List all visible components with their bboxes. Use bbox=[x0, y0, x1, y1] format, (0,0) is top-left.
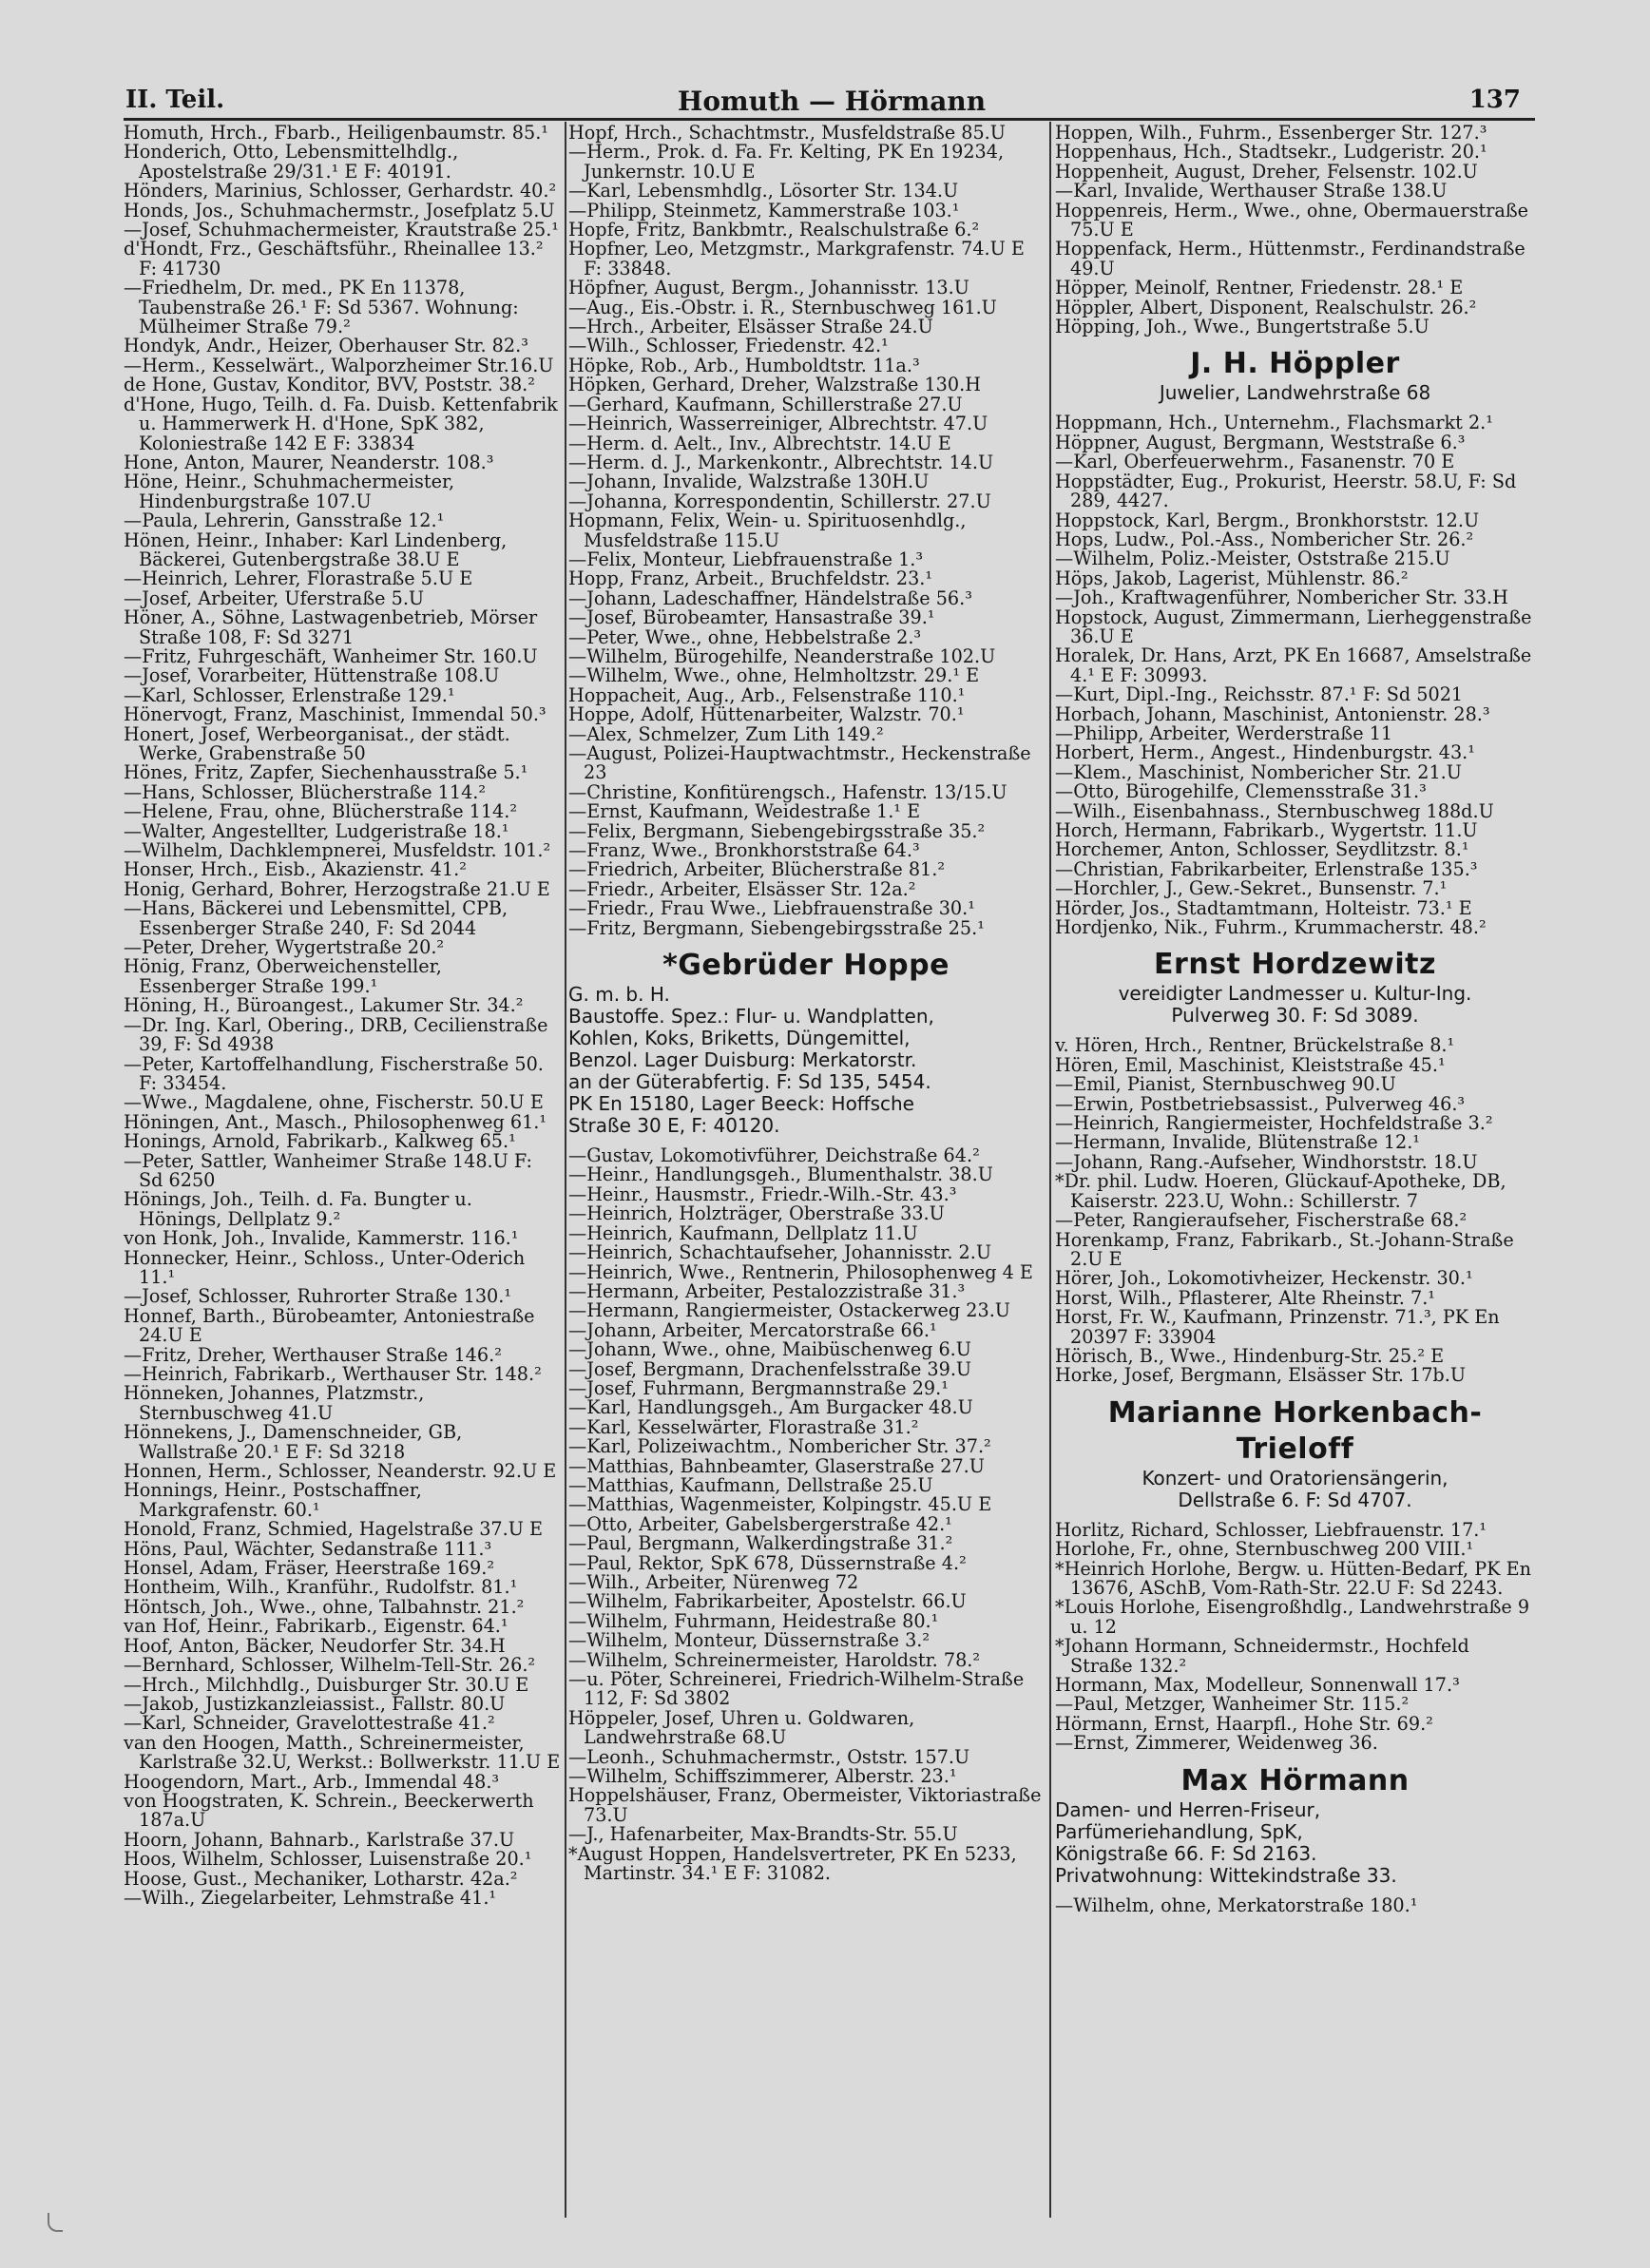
directory-entry: Höppler, Albert, Disponent, Realschulstr. 26.² bbox=[1055, 296, 1477, 318]
column-2 bbox=[568, 124, 1044, 1884]
directory-entry: Horlohe, Fr., ohne, Sternbuschweg 200 VIII.¹ bbox=[1055, 1538, 1474, 1561]
directory-entry: Hoppen, Wilh., Fuhrm., Essenberger Str. 127.³ bbox=[1055, 122, 1487, 144]
advertisement-line: Kohlen, Koks, Briketts, Düngemittel, bbox=[568, 1027, 911, 1050]
directory-entry: Hoppstädter, Eug., Prokurist, Heerstr. 58.U, F: Sd 289, 4427. bbox=[1055, 470, 1517, 512]
directory-entry: —Josef, Bürobeamter, Hansastraße 39.¹ bbox=[568, 606, 935, 629]
directory-entry: —Friedr., Arbeiter, Elsässer Str. 12a.² bbox=[568, 877, 916, 900]
directory-entry: —Karl, Schneider, Gravelottestraße 41.² bbox=[124, 1712, 495, 1735]
advertisement-line: Dellstraße 6. F: Sd 4707. bbox=[1178, 1488, 1412, 1511]
directory-entry: —Horchler, J., Gew.-Sekret., Bunsenstr. 7.¹ bbox=[1055, 877, 1448, 900]
advertisement-line: Parfümeriehandlung, SpK, bbox=[1055, 1819, 1303, 1843]
directory-entry: *Heinrich Horlohe, Bergw. u. Hütten-Bedarf, PK En 13676, ASchB, Vom-Rath-Str. 22.U F: Sd 2243. bbox=[1055, 1557, 1531, 1599]
directory-entry: Hoos, Wilhelm, Schlosser, Luisenstraße 20.¹ bbox=[124, 1848, 532, 1871]
directory-entry: Höns, Paul, Wächter, Sedanstraße 111.³ bbox=[124, 1537, 492, 1560]
directory-entry: Hondyk, Andr., Heizer, Oberhauser Str. 82.³ bbox=[124, 335, 528, 357]
directory-entry: —Wilhelm, Poliz.-Meister, Oststraße 215.U bbox=[1055, 548, 1450, 570]
directory-entry: —Gerhard, Kaufmann, Schillerstraße 27.U bbox=[568, 393, 963, 415]
directory-entry: Höpfner, August, Bergm., Johannisstr. 13.U bbox=[568, 277, 969, 299]
directory-entry: Hormann, Max, Modelleur, Sonnenwall 17.³ bbox=[1055, 1674, 1460, 1696]
directory-entry: —Wilh., Schlosser, Friedenstr. 42.¹ bbox=[568, 335, 889, 357]
advertisement-line: Privatwohnung: Wittekindstraße 33. bbox=[1055, 1863, 1397, 1887]
advertisement-line: G. m. b. H. bbox=[568, 983, 670, 1007]
directory-entry: —Heinr., Handlungsgeh., Blumenthalstr. 38.U bbox=[568, 1163, 993, 1186]
directory-entry: —Emil, Pianist, Sternbuschweg 90.U bbox=[1055, 1073, 1396, 1096]
directory-entry: *Louis Horlohe, Eisengroßhdlg., Landwehrstraße 9 u. 12 bbox=[1055, 1596, 1530, 1638]
directory-entry: Honnen, Herm., Schlosser, Neanderstr. 92.U E bbox=[124, 1460, 557, 1483]
directory-entry: Horke, Josef, Bergmann, Elsässer Str. 17b.U bbox=[1055, 1364, 1466, 1387]
directory-entry: —Wilhelm, ohne, Merkatorstraße 180.¹ bbox=[1055, 1893, 1418, 1916]
directory-entry: —Klem., Maschinist, Nombericher Str. 21.U bbox=[1055, 760, 1462, 783]
directory-entry: —Alex, Schmelzer, Zum Lith 149.² bbox=[568, 722, 884, 745]
directory-entry: —Wilhelm, Dachklempnerei, Musfeldstr. 101.² bbox=[124, 839, 551, 862]
column-divider bbox=[565, 122, 566, 2218]
directory-entry: van den Hoogen, Matth., Schreinermeister, Karlstraße 32.U, Werkst.: Bollwerkstr. 11.U E bbox=[124, 1731, 561, 1774]
directory-entry: —Paul, Bergmann, Walkerdingstraße 31.² bbox=[568, 1532, 953, 1555]
advertisement-title: Ernst Hordzewitz bbox=[1154, 948, 1436, 982]
directory-entry: Honser, Hrch., Eisb., Akazienstr. 41.² bbox=[124, 858, 467, 881]
directory-entry: —Otto, Bürogehilfe, Clemensstraße 31.³ bbox=[1055, 780, 1427, 803]
directory-entry: —Josef, Vorarbeiter, Hüttenstraße 108.U bbox=[124, 664, 500, 687]
directory-entry: Hönneken, Johannes, Platzmstr., Sternbuschweg 41.U bbox=[124, 1382, 425, 1424]
directory-entry: —Johann, Arbeiter, Mercatorstraße 66.¹ bbox=[568, 1318, 937, 1341]
advertisement-title: Max Hörmann bbox=[1180, 1763, 1410, 1797]
directory-entry: Horbach, Johann, Maschinist, Antonienstr. 28.³ bbox=[1055, 702, 1490, 725]
directory-entry: de Hone, Gustav, Konditor, BVV, Poststr. 38.² bbox=[124, 374, 535, 396]
advertisement-line: vereidigter Landmesser u. Kultur-Ing. bbox=[1118, 982, 1472, 1006]
directory-entry: Hoppacheit, Aug., Arb., Felsenstraße 110.¹ bbox=[568, 683, 966, 706]
directory-entry: d'Hone, Hugo, Teilh. d. Fa. Duisb. Kettenfabrik u. Hammerwerk H. d'Hone, SpK 382, Koloniestraße 142 E F: 33834 bbox=[124, 393, 558, 454]
directory-entry: v. Hören, Hrch., Rentner, Brückelstraße 8.¹ bbox=[1055, 1034, 1455, 1057]
directory-entry: —Fritz, Bergmann, Siebengebirgsstraße 25.¹ bbox=[568, 916, 985, 939]
directory-entry: —Kurt, Dipl.-Ing., Reichsstr. 87.¹ F: Sd 5021 bbox=[1055, 683, 1464, 706]
directory-entry: —Hermann, Arbeiter, Pestalozzistraße 31.³ bbox=[568, 1279, 966, 1302]
directory-entry: —Jakob, Justizkanzleiassist., Fallstr. 80.U bbox=[124, 1692, 506, 1715]
directory-entry: —Wilhelm, Fuhrmann, Heidestraße 80.¹ bbox=[568, 1609, 939, 1632]
directory-entry: —Wilh., Eisenbahnass., Sternbuschweg 188d.U bbox=[1055, 799, 1494, 822]
directory-entry: Höppeler, Josef, Uhren u. Goldwaren, Landwehrstraße 68.U bbox=[568, 1706, 915, 1749]
directory-entry: Horalek, Dr. Hans, Arzt, PK En 16687, Amselstraße 4.¹ E F: 30993. bbox=[1055, 644, 1532, 686]
directory-entry: Hoppenreis, Herm., Wwe., ohne, Obermauerstraße 75.U E bbox=[1055, 199, 1529, 241]
directory-entry: Horchemer, Anton, Schlosser, Seydlitzstr. 8.¹ bbox=[1055, 838, 1469, 861]
directory-entry: —J., Hafenarbeiter, Max-Brandts-Str. 55.U bbox=[568, 1823, 958, 1846]
directory-entry: Horst, Fr. W., Kaufmann, Prinzenstr. 71.³, PK En 20397 F: 33904 bbox=[1055, 1306, 1500, 1348]
directory-entry: —Leonh., Schuhmachermstr., Oststr. 157.U bbox=[568, 1745, 970, 1768]
directory-entry: Hopfe, Fritz, Bankbmtr., Realschulstraße 6.² bbox=[568, 219, 980, 241]
directory-entry: —Fritz, Dreher, Werthauser Straße 146.² bbox=[124, 1343, 502, 1366]
directory-entry: —Wilhelm, Wwe., ohne, Helmholtzstr. 29.¹ E bbox=[568, 664, 980, 687]
advertisement bbox=[1055, 346, 1535, 404]
directory-entry: —Heinrich, Holzträger, Oberstraße 33.U bbox=[568, 1202, 945, 1225]
advertisement bbox=[568, 948, 1044, 1137]
directory-entry: —Ernst, Kaufmann, Weidestraße 1.¹ E bbox=[568, 800, 921, 823]
page-header bbox=[124, 86, 1540, 116]
page-number: 137 bbox=[1468, 86, 1521, 114]
directory-entry: —Josef, Arbeiter, Uferstraße 5.U bbox=[124, 586, 425, 609]
directory-entry: —Bernhard, Schlosser, Wilhelm-Tell-Str. 26.² bbox=[124, 1654, 536, 1677]
directory-entry: Horch, Hermann, Fabrikarb., Wygertstr. 11.U bbox=[1055, 819, 1478, 841]
directory-entry: Horenkamp, Franz, Fabrikarb., St.-Johann-Straße 2.U E bbox=[1055, 1228, 1514, 1270]
directory-entry: Höpping, Joh., Wwe., Bungertstraße 5.U bbox=[1055, 316, 1429, 338]
directory-entry: —Karl, Oberfeuerwehrm., Fasanenstr. 70 E bbox=[1055, 451, 1455, 473]
directory-entry: Honold, Franz, Schmied, Hagelstraße 37.U E bbox=[124, 1518, 543, 1541]
directory-entry: —Paul, Metzger, Wanheimer Str. 115.² bbox=[1055, 1693, 1410, 1716]
directory-entry: —Peter, Rangieraufseher, Fischerstraße 68.² bbox=[1055, 1209, 1468, 1232]
directory-entry: —Josef, Schlosser, Ruhrorter Straße 130.¹ bbox=[124, 1285, 512, 1308]
directory-entry: —Josef, Schuhmachermeister, Krautstraße 25.¹ bbox=[124, 219, 559, 241]
directory-entry: Honings, Arnold, Fabrikarb., Kalkweg 65.¹ bbox=[124, 1130, 516, 1153]
directory-entry: —Franz, Wwe., Bronkhorststraße 64.³ bbox=[568, 839, 920, 862]
part-label: II. Teil. bbox=[125, 86, 225, 114]
advertisement-line: Königstraße 66. F: Sd 2163. bbox=[1055, 1841, 1317, 1865]
directory-entry: —u. Pöter, Schreinerei, Friedrich-Wilhelm-Straße 112, F: Sd 3802 bbox=[568, 1668, 1025, 1710]
directory-entry: —Wilhelm, Fabrikarbeiter, Apostelstr. 66.U bbox=[568, 1590, 967, 1613]
directory-entry: —Hans, Schlosser, Blücherstraße 114.² bbox=[124, 780, 487, 803]
directory-entry: —Dr. Ing. Karl, Obering., DRB, Cecilienstraße 39, F: Sd 4938 bbox=[124, 1013, 548, 1056]
directory-entry: —Peter, Wwe., ohne, Hebbelstraße 2.³ bbox=[568, 625, 922, 648]
directory-entry: —Helene, Frau, ohne, Blücherstraße 114.² bbox=[124, 800, 518, 823]
directory-entry: Hören, Emil, Maschinist, Kleiststraße 45.¹ bbox=[1055, 1053, 1446, 1076]
directory-entry: —Josef, Bergmann, Drachenfelsstraße 39.U bbox=[568, 1357, 972, 1380]
directory-entry: Horlitz, Richard, Schlosser, Liebfrauenstr. 17.¹ bbox=[1055, 1518, 1487, 1541]
advertisement-line: Baustoffe. Spez.: Flur- u. Wandplatten, bbox=[568, 1005, 934, 1028]
directory-entry: Hopstock, August, Zimmermann, Lierheggenstraße 36.U E bbox=[1055, 605, 1532, 647]
directory-entry: Horbert, Herm., Angest., Hindenburgstr. 43.¹ bbox=[1055, 741, 1475, 764]
column-divider bbox=[1049, 122, 1051, 2218]
directory-entry: —Hermann, Rangiermeister, Ostackerweg 23.U bbox=[568, 1299, 1010, 1322]
directory-entry: —Paula, Lehrerin, Gansstraße 12.¹ bbox=[124, 509, 445, 532]
directory-entry: —Johanna, Korrespondentin, Schillerstr. 27.U bbox=[568, 490, 991, 512]
advertisement-title: *Gebrüder Hoppe bbox=[662, 949, 950, 983]
directory-entry: —Herm., Prok. d. Fa. Fr. Kelting, PK En 19234, Junkernstr. 10.U E bbox=[568, 141, 1005, 183]
directory-entry: —Johann, Invalide, Walzstraße 130H.U bbox=[568, 471, 930, 493]
directory-entry: —Heinrich, Wwe., Rentnerin, Philosophenweg 4 E bbox=[568, 1260, 1033, 1283]
directory-entry: Höppner, August, Bergmann, Weststraße 6.³ bbox=[1055, 431, 1466, 453]
directory-entry: Hoppenheit, August, Dreher, Felsenstr. 102.U bbox=[1055, 160, 1478, 183]
directory-entry: —Otto, Arbeiter, Gabelsbergerstraße 42.¹ bbox=[568, 1512, 952, 1535]
directory-entry: —Herm., Kesselwärt., Walporzheimer Str.16.U bbox=[124, 354, 554, 376]
directory-entry: —Peter, Sattler, Wanheimer Straße 148.U F: Sd 6250 bbox=[124, 1149, 533, 1191]
directory-entry: —Karl, Handlungsgeh., Am Burgacker 48.U bbox=[568, 1396, 973, 1419]
column-1 bbox=[124, 124, 561, 1908]
directory-entry: —Hrch., Arbeiter, Elsässer Straße 24.U bbox=[568, 316, 933, 338]
page-mark bbox=[48, 2213, 63, 2232]
directory-entry: Hopmann, Felix, Wein- u. Spirituosenhdlg., Musfeldstraße 115.U bbox=[568, 509, 967, 551]
directory-entry: Hönings, Joh., Teilh. d. Fa. Bungter u. Hönings, Dellplatz 9.² bbox=[124, 1188, 472, 1230]
directory-entry: Hönders, Marinius, Schlosser, Gerhardstr. 40.² bbox=[124, 180, 557, 202]
advertisement bbox=[1055, 1763, 1535, 1887]
directory-entry: Hörmann, Ernst, Haarpfl., Hohe Str. 69.² bbox=[1055, 1712, 1433, 1735]
directory-entry: —Wilhelm, Monteur, Düssernstraße 3.² bbox=[568, 1629, 931, 1652]
advertisement-line: Pulverweg 30. F: Sd 3089. bbox=[1171, 1004, 1419, 1028]
directory-entry: —Hans, Bäckerei und Lebensmittel, CPB, Essenberger Straße 240, F: Sd 2044 bbox=[124, 897, 508, 939]
directory-entry: Hoppenhaus, Hch., Stadtsekr., Ludgeristr. 20.¹ bbox=[1055, 141, 1487, 163]
directory-entry: Hordjenko, Nik., Fuhrm., Krummacherstr. 48.² bbox=[1055, 916, 1487, 939]
directory-entry: Höpke, Rob., Arb., Humboldtstr. 11a.³ bbox=[568, 354, 920, 376]
directory-entry: Honsel, Adam, Fräser, Heerstraße 169.² bbox=[124, 1557, 495, 1580]
directory-entry: Höning, H., Büroangest., Lakumer Str. 34.² bbox=[124, 994, 524, 1017]
directory-entry: Hoppstock, Karl, Bergm., Bronkhorststr. 12.U bbox=[1055, 509, 1480, 531]
directory-entry: —Felix, Monteur, Liebfrauenstraße 1.³ bbox=[568, 548, 924, 570]
directory-entry: *Dr. phil. Ludw. Hoeren, Glückauf-Apotheke, DB, Kaiserstr. 223.U, Wohn.: Schillerstr. 7 bbox=[1055, 1170, 1506, 1212]
directory-entry: —Heinrich, Lehrer, Florastraße 5.U E bbox=[124, 567, 473, 590]
directory-entry: Höpper, Meinolf, Rentner, Friedenstr. 28.¹ E bbox=[1055, 277, 1464, 299]
directory-entry: —Wilh., Ziegelarbeiter, Lehmstraße 41.¹ bbox=[124, 1886, 497, 1909]
directory-entry: Hoorn, Johann, Bahnarb., Karlstraße 37.U bbox=[124, 1828, 515, 1851]
directory-entry: —Heinrich, Fabrikarb., Werthauser Str. 148.² bbox=[124, 1363, 542, 1385]
directory-entry: —Christian, Fabrikarbeiter, Erlenstraße 135.³ bbox=[1055, 857, 1478, 880]
advertisement-title: Marianne Horkenbach-Trieloff bbox=[1107, 1395, 1483, 1466]
directory-entry: —Peter, Kartoffelhandlung, Fischerstraße 50. F: 33454. bbox=[124, 1052, 544, 1094]
directory-entry: Honnecker, Heinr., Schloss., Unter-Oderich 11.¹ bbox=[124, 1246, 526, 1288]
directory-entry: —Wwe., Magdalene, ohne, Fischerstr. 50.U E bbox=[124, 1091, 544, 1114]
directory-entry: —Karl, Polizeiwachtm., Nombericher Str. 37.² bbox=[568, 1435, 991, 1458]
directory-entry: d'Hondt, Frz., Geschäftsführ., Rheinallee 13.² F: 41730 bbox=[124, 238, 544, 279]
directory-entry: *August Hoppen, Handelsvertreter, PK En 5233, Martinstr. 34.¹ E F: 31082. bbox=[568, 1842, 1017, 1885]
directory-entry: —Heinrich, Rangiermeister, Hochfeldstraße 3.² bbox=[1055, 1112, 1493, 1135]
directory-entry: —Wilh., Arbeiter, Nürenweg 72 bbox=[568, 1571, 859, 1593]
directory-entry: Höningen, Ant., Masch., Philosophenweg 61.¹ bbox=[124, 1110, 547, 1133]
directory-entry: Hönervogt, Franz, Maschinist, Immendal 50.³ bbox=[124, 703, 547, 726]
directory-entry: —Fritz, Fuhrgeschäft, Wanheimer Str. 160.U bbox=[124, 644, 538, 667]
directory-entry: Hönig, Franz, Oberweichensteller, Essenberger Straße 199.¹ bbox=[124, 955, 442, 997]
directory-entry: —Karl, Schlosser, Erlenstraße 129.¹ bbox=[124, 683, 455, 706]
directory-entry: —Herm. d. Aelt., Inv., Albrechtstr. 14.U E bbox=[568, 432, 951, 454]
directory-entry: —Wilhelm, Schiffszimmerer, Alberstr. 23.¹ bbox=[568, 1765, 957, 1788]
directory-entry: Hönen, Heinr., Inhaber: Karl Lindenberg, Bäckerei, Gutenbergstraße 38.U E bbox=[124, 529, 508, 570]
advertisement-line: Straße 30 E, F: 40120. bbox=[568, 1114, 780, 1138]
directory-entry: Hoogendorn, Mart., Arb., Immendal 48.³ bbox=[124, 1770, 500, 1793]
directory-entry: Hörer, Joh., Lokomotivheizer, Heckenstr. 30.¹ bbox=[1055, 1267, 1473, 1290]
directory-entry: —Heinr., Hausmstr., Friedr.-Wilh.-Str. 43.³ bbox=[568, 1182, 957, 1205]
directory-entry: —Matthias, Bahnbeamter, Glaserstraße 27.U bbox=[568, 1454, 985, 1477]
directory-entry: —Friedhelm, Dr. med., PK En 11378, Taubenstraße 26.¹ F: Sd 5367. Wohnung: Mülheimer Straße 79.² bbox=[124, 277, 519, 338]
directory-entry: Höps, Jakob, Lagerist, Mühlenstr. 86.² bbox=[1055, 567, 1409, 589]
advertisement-line: Damen- und Herren-Friseur, bbox=[1055, 1797, 1321, 1821]
column-3 bbox=[1055, 124, 1535, 1915]
directory-entry: —Johann, Wwe., ohne, Maibüschenweg 6.U bbox=[568, 1338, 971, 1361]
directory-entry: —Heinrich, Kaufmann, Dellplatz 11.U bbox=[568, 1221, 918, 1244]
directory-entry: —Friedr., Frau Wwe., Liebfrauenstraße 30.¹ bbox=[568, 897, 975, 920]
advertisement-line: PK En 15180, Lager Beeck: Hoffsche bbox=[568, 1092, 914, 1116]
directory-entry: —Christine, Konfitürengsch., Hafenstr. 13/15.U bbox=[568, 780, 1007, 803]
directory-entry: —Heinrich, Schachtaufseher, Johannisstr. 2.U bbox=[568, 1241, 991, 1264]
directory-entry: —Philipp, Arbeiter, Werderstraße 11 bbox=[1055, 721, 1393, 744]
directory-entry: —Hermann, Invalide, Blütenstraße 12.¹ bbox=[1055, 1131, 1420, 1154]
directory-entry: —Heinrich, Wasserreiniger, Albrechtstr. 47.U bbox=[568, 413, 988, 435]
directory-entry: Horst, Wilh., Pflasterer, Alte Rheinstr. 7.¹ bbox=[1055, 1286, 1436, 1309]
directory-entry: Hörisch, B., Wwe., Hindenburg-Str. 25.² E bbox=[1055, 1344, 1445, 1367]
directory-entry: Hone, Anton, Maurer, Neanderstr. 108.³ bbox=[124, 451, 494, 473]
directory-entry: Hops, Ludw., Pol.-Ass., Nombericher Str. 26.² bbox=[1055, 528, 1474, 550]
directory-entry: —Johann, Ladeschaffner, Händelstraße 56.³ bbox=[568, 586, 972, 609]
header-rule bbox=[124, 118, 1535, 121]
directory-entry: Hoppenfack, Herm., Hüttenmstr., Ferdinandstraße 49.U bbox=[1055, 238, 1525, 279]
directory-entry: —Karl, Lebensmhdlg., Lösorter Str. 134.U bbox=[568, 180, 959, 202]
directory-entry: Honert, Josef, Werbeorganisat., der städt. Werke, Grabenstraße 50 bbox=[124, 722, 510, 764]
directory-entry: Honnef, Barth., Bürobeamter, Antoniestraße 24.U E bbox=[124, 1304, 535, 1347]
directory-entry: Honnings, Heinr., Postschaffner, Markgrafenstr. 60.¹ bbox=[124, 1479, 422, 1521]
directory-entry: Honig, Gerhard, Bohrer, Herzogstraße 21.U E bbox=[124, 877, 550, 900]
directory-entry: —Walter, Angestellter, Ludgeristraße 18.¹ bbox=[124, 819, 509, 842]
directory-entry: Honds, Jos., Schuhmachermstr., Josefplatz 5.U bbox=[124, 199, 555, 221]
directory-entry: —Wilhelm, Bürogehilfe, Neanderstraße 102.U bbox=[568, 644, 996, 667]
directory-entry: —Peter, Dreher, Wygertstraße 20.² bbox=[124, 936, 445, 959]
directory-entry: Hopf, Hrch., Schachtmstr., Musfeldstraße 85.U bbox=[568, 122, 1006, 144]
directory-entry: —Erwin, Postbetriebsassist., Pulverweg 46.³ bbox=[1055, 1092, 1466, 1115]
directory-entry: Höpken, Gerhard, Dreher, Walzstraße 130.H bbox=[568, 374, 981, 396]
advertisement-line: Konzert- und Oratoriensängerin, bbox=[1142, 1466, 1449, 1490]
directory-entry: —Matthias, Kaufmann, Dellstraße 25.U bbox=[568, 1473, 933, 1496]
advertisement bbox=[1055, 1395, 1535, 1511]
directory-entry: —Friedrich, Arbeiter, Blücherstraße 81.² bbox=[568, 858, 946, 881]
directory-entry: Hörder, Jos., Stadtamtmann, Holteistr. 73.¹ E bbox=[1055, 896, 1472, 919]
directory-entry: von Honk, Joh., Invalide, Kammerstr. 116.¹ bbox=[124, 1227, 519, 1250]
directory-entry: —Felix, Bergmann, Siebengebirgsstraße 35.² bbox=[568, 819, 986, 842]
directory-entry: —Wilhelm, Schreinermeister, Haroldstr. 78.² bbox=[568, 1648, 981, 1671]
directory-entry: van Hof, Heinr., Fabrikarb., Eigenstr. 64.¹ bbox=[124, 1615, 508, 1638]
directory-entry: —Karl, Invalide, Werthauser Straße 138.U bbox=[1055, 180, 1448, 202]
directory-entry: —Matthias, Wagenmeister, Kolpingstr. 45.U E bbox=[568, 1493, 992, 1516]
directory-entry: Honderich, Otto, Lebensmittelhdlg., Apostelstraße 29/31.¹ E F: 40191. bbox=[124, 141, 459, 183]
advertisement-line: an der Güterabfertig. F: Sd 135, 5454. bbox=[568, 1070, 931, 1094]
directory-entry: Homuth, Hrch., Fbarb., Heiligenbaumstr. 85.¹ bbox=[124, 122, 548, 144]
directory-entry: Hopfner, Leo, Metzgmstr., Markgrafenstr. 74.U E F: 33848. bbox=[568, 238, 1025, 279]
directory-entry: Hoof, Anton, Bäcker, Neudorfer Str. 34.H bbox=[124, 1634, 506, 1657]
advertisement-line: Juwelier, Landwehrstraße 68 bbox=[1159, 381, 1431, 405]
directory-entry: —Gustav, Lokomotivführer, Deichstraße 64.² bbox=[568, 1144, 980, 1167]
directory-entry: —Josef, Fuhrmann, Bergmannstraße 29.¹ bbox=[568, 1376, 949, 1399]
directory-entry: Höne, Heinr., Schuhmachermeister, Hindenburgstraße 107.U bbox=[124, 471, 455, 512]
directory-entry: —Aug., Eis.-Obstr. i. R., Sternbuschweg 161.U bbox=[568, 296, 997, 318]
name-range: Homuth — Hörmann bbox=[677, 86, 987, 117]
directory-entry: —Joh., Kraftwagenführer, Nombericher Str. 33.H bbox=[1055, 586, 1508, 609]
directory-entry: Hoppe, Adolf, Hüttenarbeiter, Walzstr. 70.¹ bbox=[568, 703, 965, 726]
directory-entry: —Herm. d. J., Markenkontr., Albrechtstr. 14.U bbox=[568, 451, 994, 473]
directory-entry: Hontheim, Wilh., Kranführ., Rudolfstr. 81.¹ bbox=[124, 1576, 518, 1599]
directory-entry: Hopp, Franz, Arbeit., Bruchfeldstr. 23.¹ bbox=[568, 567, 933, 590]
directory-entry: —Philipp, Steinmetz, Kammerstraße 103.¹ bbox=[568, 199, 960, 221]
directory-entry: Hönes, Fritz, Zapfer, Siechenhausstraße 5.¹ bbox=[124, 761, 528, 784]
directory-entry: —Hrch., Milchhdlg., Duisburger Str. 30.U E bbox=[124, 1673, 529, 1696]
directory-entry: Hoppmann, Hch., Unternehm., Flachsmarkt 2.¹ bbox=[1055, 412, 1493, 434]
directory-entry: —Paul, Rektor, SpK 678, Düssernstraße 4.² bbox=[568, 1551, 967, 1574]
directory-entry: Hoose, Gust., Mechaniker, Lotharstr. 42a.² bbox=[124, 1867, 518, 1890]
directory-entry: —Ernst, Zimmerer, Weidenweg 36. bbox=[1055, 1732, 1378, 1755]
directory-entry: —Johann, Rang.-Aufseher, Windhorststr. 18.U bbox=[1055, 1150, 1478, 1173]
directory-entry: von Hoogstraten, K. Schrein., Beeckerwerth 187a.U bbox=[124, 1789, 534, 1832]
directory-entry: Höner, A., Söhne, Lastwagenbetrieb, Mörser Straße 108, F: Sd 3271 bbox=[124, 606, 538, 648]
advertisement-title: J. H. Höppler bbox=[1190, 347, 1400, 381]
advertisement-line: Benzol. Lager Duisburg: Merkatorstr. bbox=[568, 1048, 917, 1072]
advertisement bbox=[1055, 947, 1535, 1027]
directory-entry: Hönnekens, J., Damenschneider, GB, Wallstraße 20.¹ E F: Sd 3218 bbox=[124, 1421, 463, 1463]
directory-entry: Hoppelshäuser, Franz, Obermeister, Viktoriastraße 73.U bbox=[568, 1784, 1042, 1826]
directory-entry: *Johann Hormann, Schneidermstr., Hochfeld Straße 132.² bbox=[1055, 1635, 1469, 1677]
directory-entry: —Karl, Kesselwärter, Florastraße 31.² bbox=[568, 1415, 919, 1438]
directory-entry: —August, Polizei-Hauptwachtmstr., Heckenstraße 23 bbox=[568, 742, 1031, 784]
directory-entry: Höntsch, Joh., Wwe., ohne, Talbahnstr. 21.² bbox=[124, 1595, 525, 1618]
